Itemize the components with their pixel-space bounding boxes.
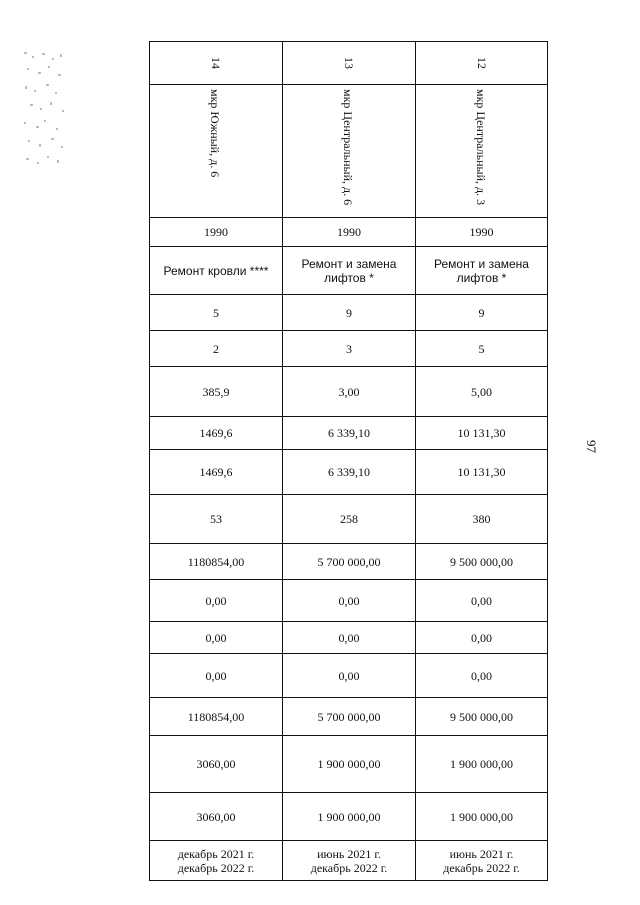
- table-row-dates: [150, 841, 548, 881]
- col-number: 14: [209, 57, 223, 69]
- table-cell: 1990: [283, 218, 416, 247]
- col-number: 13: [342, 57, 356, 69]
- table-cell: 0,00: [416, 622, 548, 654]
- table-cell: 6 339,10: [283, 417, 416, 450]
- date-end: декабрь 2022 г.: [177, 860, 255, 875]
- table-cell: 5 700 000,00: [283, 698, 416, 736]
- table-row: [150, 331, 548, 367]
- table-cell: 9: [416, 295, 548, 331]
- table-cell: 0,00: [416, 580, 548, 622]
- table-cell: 10 131,30: [416, 450, 548, 495]
- date-start: декабрь 2021 г.: [177, 846, 255, 861]
- table-cell: Ремонт и замена лифтов *: [416, 247, 548, 295]
- table-cell: 9 500 000,00: [416, 544, 548, 580]
- address-cell: [150, 85, 283, 218]
- address-cell: [416, 85, 548, 218]
- table-row: [150, 793, 548, 841]
- table-cell: 0,00: [150, 622, 283, 654]
- col-number-cell: [150, 42, 283, 85]
- col-number: 12: [474, 57, 489, 69]
- table-row: [150, 218, 548, 247]
- date-end: декабрь 2022 г.: [443, 860, 520, 875]
- table-row: [150, 654, 548, 698]
- table-cell: 2: [150, 331, 283, 367]
- col-number-cell: [283, 42, 416, 85]
- table-row: [150, 450, 548, 495]
- table-cell: 1469,6: [150, 417, 283, 450]
- address-label: мкр Центральный, д. 3: [473, 89, 488, 206]
- table-cell: 9 500 000,00: [416, 698, 548, 736]
- address-cell: [283, 85, 416, 218]
- date-start: июнь 2021 г.: [449, 846, 514, 861]
- date-cell: [150, 841, 283, 881]
- table-row: [150, 367, 548, 417]
- table-cell: 3060,00: [150, 736, 283, 793]
- table-cell: 0,00: [150, 580, 283, 622]
- table-row: [150, 698, 548, 736]
- table-cell: 1 900 000,00: [283, 736, 416, 793]
- table-cell: 1180854,00: [150, 544, 283, 580]
- table-cell: Ремонт и замена лифтов *: [283, 247, 416, 295]
- page-number: 97: [584, 440, 599, 453]
- table-cell: 1 900 000,00: [283, 793, 416, 841]
- table-cell: 5: [150, 295, 283, 331]
- table-row: [150, 580, 548, 622]
- col-number-cell: [416, 42, 548, 85]
- table-cell: 0,00: [283, 654, 416, 698]
- table-cell: 3,00: [283, 367, 416, 417]
- table-row: [150, 295, 548, 331]
- table-row: [150, 495, 548, 544]
- table-cell: 5,00: [416, 367, 548, 417]
- table-cell: 0,00: [283, 622, 416, 654]
- table-cell: 1990: [150, 218, 283, 247]
- table-cell: 380: [416, 495, 548, 544]
- table-cell: 258: [283, 495, 416, 544]
- date-cell: [283, 841, 416, 881]
- table-cell: 5: [416, 331, 548, 367]
- address-label: мкр Южный, д. 6: [208, 89, 222, 178]
- table-cell: 1469,6: [150, 450, 283, 495]
- date-cell: [416, 841, 548, 881]
- table-row-addresses: [150, 85, 548, 218]
- table-cell: 1990: [416, 218, 548, 247]
- table-row: [150, 417, 548, 450]
- scan-artifact: [22, 50, 68, 168]
- table-cell: 0,00: [283, 580, 416, 622]
- address-label: мкр Центральный, д. 6: [341, 89, 355, 206]
- table-cell: 6 339,10: [283, 450, 416, 495]
- table-cell: 0,00: [416, 654, 548, 698]
- table-cell: 3060,00: [150, 793, 283, 841]
- table-cell: 53: [150, 495, 283, 544]
- table-row: [150, 736, 548, 793]
- date-end: декабрь 2022 г.: [310, 860, 388, 875]
- table-cell: 1 900 000,00: [416, 793, 548, 841]
- table-row: [150, 622, 548, 654]
- table-cell: 1180854,00: [150, 698, 283, 736]
- table-cell: 0,00: [150, 654, 283, 698]
- table-row: [150, 247, 548, 295]
- table-cell: Ремонт кровли ****: [150, 247, 283, 295]
- data-table: [149, 41, 548, 881]
- date-start: июнь 2021 г.: [317, 846, 381, 861]
- table-row-numbers: [150, 42, 548, 85]
- table-row: [150, 544, 548, 580]
- table-cell: 10 131,30: [416, 417, 548, 450]
- table-cell: 385,9: [150, 367, 283, 417]
- table-cell: 5 700 000,00: [283, 544, 416, 580]
- table-cell: 9: [283, 295, 416, 331]
- table-cell: 1 900 000,00: [416, 736, 548, 793]
- table-cell: 3: [283, 331, 416, 367]
